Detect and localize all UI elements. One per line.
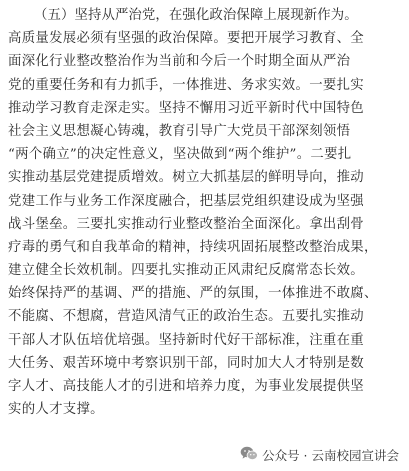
paragraph-line: 战斗堡垒。三要扎实推动行业整改整治全面深化。拿出刮骨 [8, 216, 364, 232]
paragraph-line: 实的人才支撑。 [8, 402, 104, 418]
paragraph-line: 高质量发展必须有坚强的政治保障。要把开展学习教育、全 [8, 31, 364, 47]
paragraph-line: 党建工作与业务工作深度融合，把基层党组织建设成为坚强 [8, 193, 364, 209]
paragraph-line: “两个确立”的决定性意义，坚决做到“两个维护”。二要扎 [8, 147, 352, 163]
wechat-icon [240, 446, 258, 464]
section-heading: （五）坚持从严治党，在强化政治保障上展现新作为。 [34, 8, 358, 23]
paragraph-line: 不能腐、不想腐，营造风清气正的政治生态。五要扎实推动 [8, 309, 364, 325]
paragraph-line: 实推动基层党建提质增效。树立大抓基层的鲜明导向，推动 [8, 170, 364, 186]
paragraph-line: 始终保持严的基调、严的措施、严的氛围，一体推进不敢腐、 [8, 286, 378, 302]
paragraph-line: 社会主义思想凝心铸魂，教育引导广大党员干部深刻领悟 [8, 123, 351, 139]
wechat-account-watermark [238, 445, 401, 465]
paragraph-line: 面深化行业整改整治作为当前和今后一个时期全面从严治 [8, 54, 351, 70]
paragraph-line: 建立健全长效机制。四要扎实推动正风肃纪反腐常态长效。 [8, 263, 364, 279]
paragraph-line: 大任务、艰苦环境中考察识别干部，同时加大人才特别是数 [8, 355, 364, 371]
paragraph-line: 推动学习教育走深走实。坚持不懈用习近平新时代中国特色 [8, 100, 364, 116]
watermark-text: 公众号 · 云南校园宣讲会 [262, 448, 399, 463]
paragraph-line: 字人才、高技能人才的引进和培养力度，为事业发展提供坚 [8, 379, 364, 394]
paragraph-line: 党的重要任务和有力抓手，一体推进、务求实效。一要扎实 [8, 77, 364, 93]
paragraph-line: 干部人才队伍培优培强。坚持新时代好干部标准，注重在重 [8, 332, 364, 348]
paragraph-line: 疗毒的勇气和自我革命的精神，持续巩固拓展整改整治成果， [8, 239, 378, 255]
